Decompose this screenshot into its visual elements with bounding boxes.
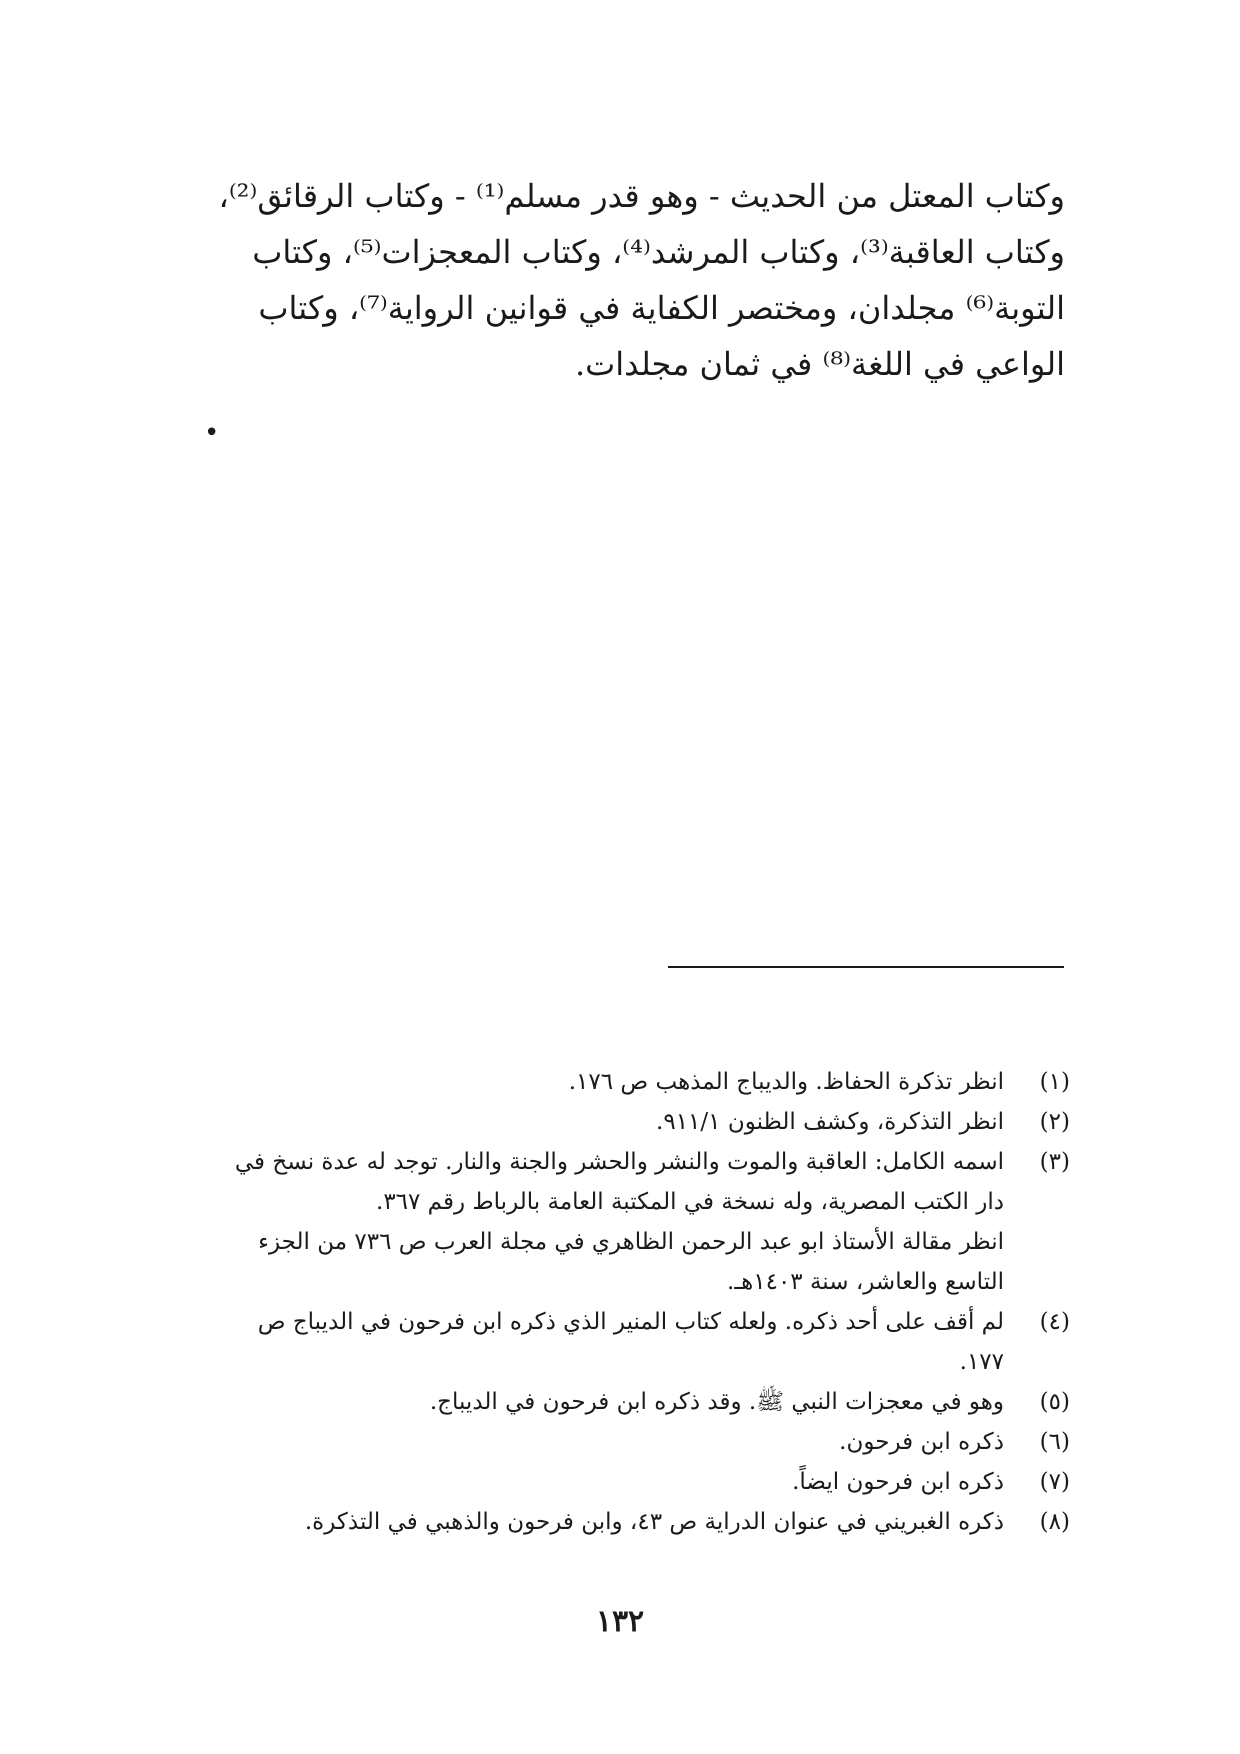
footnote-text [170, 1142, 1004, 1302]
footnote-number: (٤) [1039, 1309, 1070, 1335]
footnote-item [170, 1062, 1070, 1102]
footnote-item [170, 1422, 1070, 1462]
footnote-text [170, 1062, 1004, 1102]
footnote-number: (٨) [1039, 1509, 1070, 1535]
footnote-line: دار الكتب المصرية، وله نسخة في المكتبة العامة بالرباط رقم ٣٦٧. [376, 1189, 1004, 1215]
footnote-text [170, 1302, 1004, 1382]
footnote-text [170, 1502, 1004, 1542]
footnote-line: ذكره ابن فرحون. [839, 1429, 1004, 1455]
footnote-line: التاسع والعاشر، سنة ١٤٠٣هـ. [727, 1269, 1004, 1295]
footnote-line: لم أقف على أحد ذكره. ولعله كتاب المنير الذي ذكره ابن فرحون في الديباج ص [257, 1309, 1004, 1335]
footnote-line: ذكره الغبريني في عنوان الدراية ص ٤٣، وابن فرحون والذهبي في التذكرة. [304, 1509, 1004, 1535]
footnote-line: انظر مقالة الأستاذ ابو عبد الرحمن الظاهري في مجلة العرب ص ٧٣٦ من الجزء [258, 1229, 1004, 1255]
main-text-line: التوبة⁽⁶⁾ مجلدان، ومختصر الكفاية في قوانين الرواية⁽⁷⁾، وكتاب [258, 289, 1065, 327]
footnote-number: (٦) [1039, 1429, 1070, 1455]
main-paragraph [170, 168, 1065, 392]
footnote-item [170, 1302, 1070, 1382]
footnote-item [170, 1142, 1070, 1302]
footnote-item [170, 1102, 1070, 1142]
footnote-number: (١) [1039, 1069, 1070, 1095]
footnote-text [170, 1102, 1004, 1142]
page-number: ١٣٢ [595, 1604, 645, 1639]
footnote-separator [668, 966, 1064, 968]
footnote-line: اسمه الكامل: العاقبة والموت والنشر والحشر والجنة والنار. توجد له عدة نسخ في [234, 1149, 1004, 1175]
footnotes-section [170, 1062, 1070, 1542]
footnote-line: ١٧٧. [959, 1349, 1004, 1375]
footnote-number: (٣) [1039, 1149, 1070, 1175]
footnote-text [170, 1462, 1004, 1502]
footnote-item [170, 1502, 1070, 1542]
footnote-number: (٢) [1039, 1109, 1070, 1135]
footnote-item [170, 1462, 1070, 1502]
main-text-line: وكتاب المعتل من الحديث - وهو قدر مسلم⁽¹⁾ - وكتاب الرقائق⁽²⁾، [218, 177, 1065, 215]
footnote-text [170, 1382, 1004, 1422]
footnote-line: ذكره ابن فرحون ايضاً. [792, 1469, 1004, 1495]
footnote-text [170, 1422, 1004, 1462]
main-text-line: وكتاب العاقبة⁽³⁾، وكتاب المرشد⁽⁴⁾، وكتاب المعجزات⁽⁵⁾، وكتاب [252, 233, 1065, 271]
footnote-number: (٥) [1039, 1389, 1070, 1415]
main-text-line: الواعي في اللغة⁽⁸⁾ في ثمان مجلدات. [574, 345, 1065, 383]
footnote-number: (٧) [1039, 1469, 1070, 1495]
footnote-line: انظر التذكرة، وكشف الظنون ٩١١/١. [656, 1109, 1004, 1135]
footnote-line: وهو في معجزات النبي ﷺ. وقد ذكره ابن فرحون في الديباج. [429, 1389, 1004, 1415]
footnote-item [170, 1382, 1070, 1422]
footnote-line: انظر تذكرة الحفاظ. والديباج المذهب ص ١٧٦. [568, 1069, 1004, 1095]
stray-dot-mark: • [204, 418, 220, 448]
